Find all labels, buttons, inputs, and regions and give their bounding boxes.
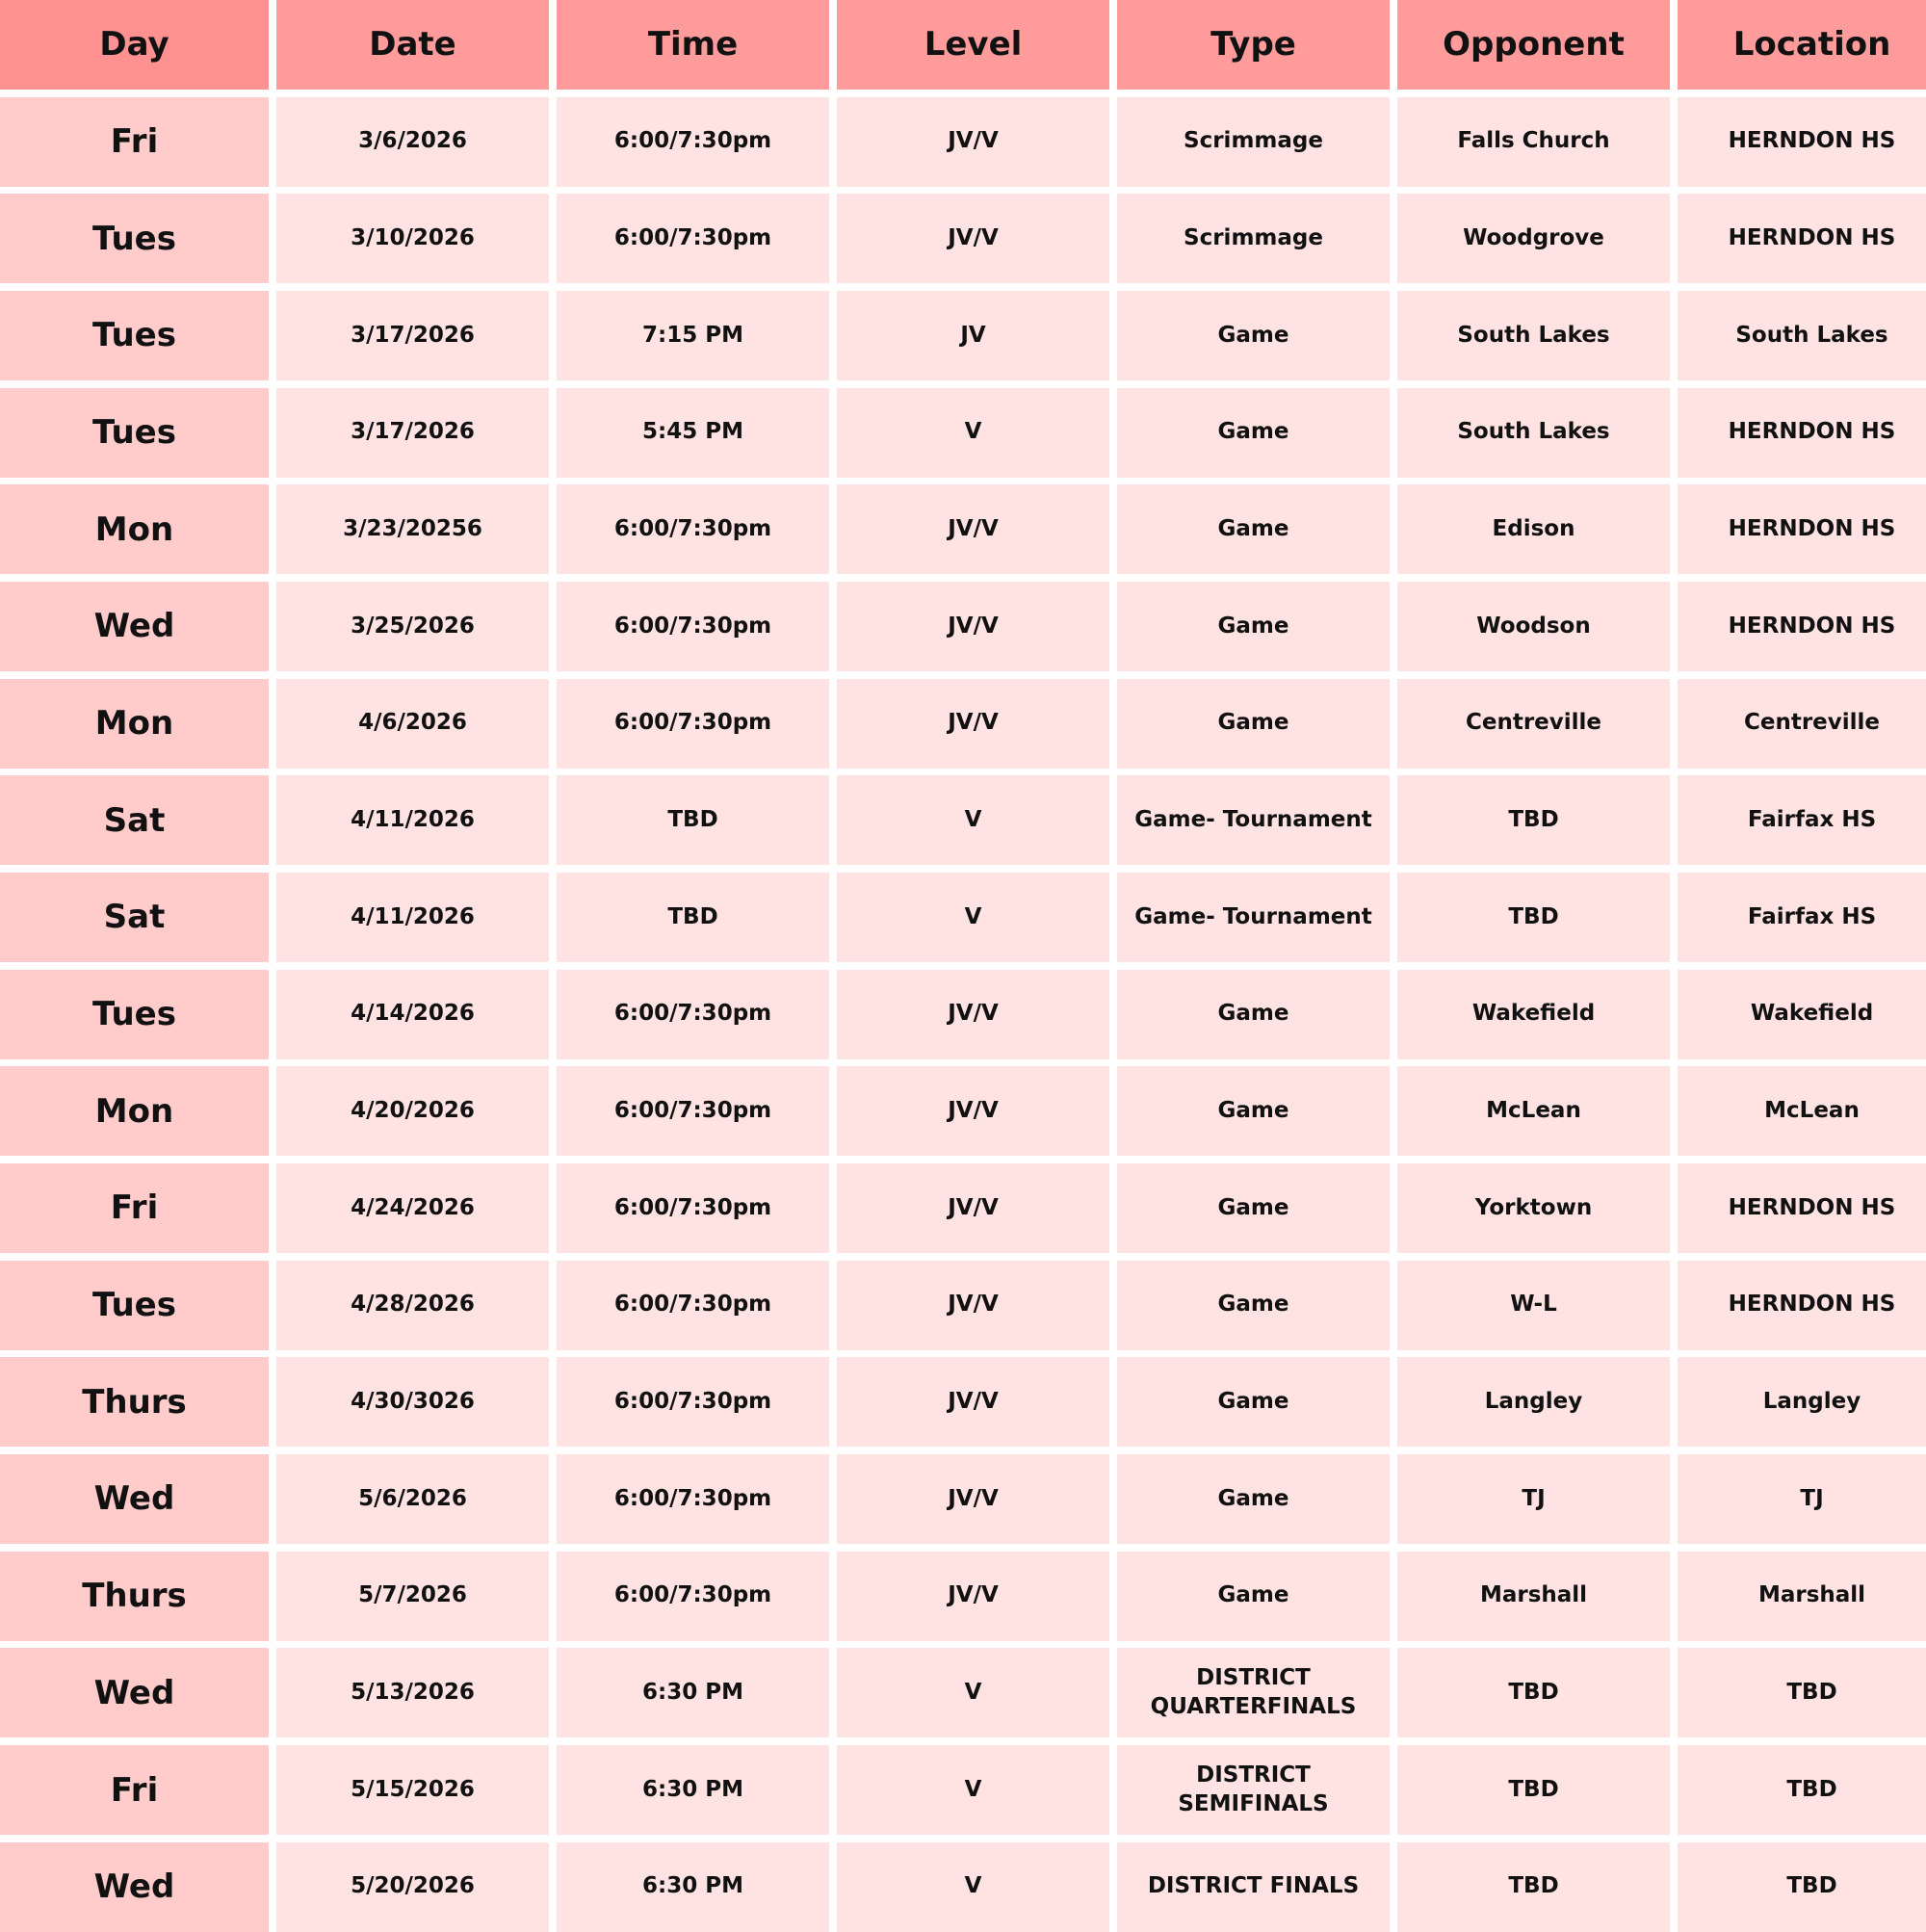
cell-day: Tues: [0, 194, 269, 283]
cell-day: Sat: [0, 775, 269, 865]
cell-level: JV/V: [837, 1261, 1109, 1350]
cell-time: TBD: [557, 775, 829, 865]
cell-date: 4/20/2026: [276, 1066, 549, 1156]
cell-day: Wed: [0, 1454, 269, 1544]
cell-date: 5/20/2026: [276, 1842, 549, 1932]
cell-day: Fri: [0, 1745, 269, 1835]
cell-location: TBD: [1678, 1842, 1926, 1932]
cell-type: Game: [1117, 1552, 1390, 1641]
cell-location: Wakefield: [1678, 970, 1926, 1059]
cell-date: 5/6/2026: [276, 1454, 549, 1544]
cell-day: Fri: [0, 1163, 269, 1253]
cell-time: 6:00/7:30pm: [557, 970, 829, 1059]
cell-type: Scrimmage: [1117, 194, 1390, 283]
cell-time: 6:30 PM: [557, 1842, 829, 1932]
cell-time: 6:00/7:30pm: [557, 1066, 829, 1156]
cell-time: 6:00/7:30pm: [557, 1261, 829, 1350]
cell-time: TBD: [557, 873, 829, 962]
cell-level: JV/V: [837, 679, 1109, 769]
cell-opponent: W-L: [1397, 1261, 1670, 1350]
header-opponent: Opponent: [1397, 0, 1670, 90]
cell-date: 3/17/2026: [276, 291, 549, 380]
cell-type: Game: [1117, 970, 1390, 1059]
cell-date: 4/14/2026: [276, 970, 549, 1059]
cell-opponent: Woodson: [1397, 582, 1670, 671]
cell-type: Game: [1117, 1261, 1390, 1350]
cell-day: Tues: [0, 970, 269, 1059]
cell-time: 6:30 PM: [557, 1648, 829, 1737]
cell-opponent: Langley: [1397, 1357, 1670, 1447]
cell-date: 4/11/2026: [276, 873, 549, 962]
cell-opponent: Centreville: [1397, 679, 1670, 769]
cell-time: 5:45 PM: [557, 388, 829, 478]
cell-location: Centreville: [1678, 679, 1926, 769]
cell-date: 3/25/2026: [276, 582, 549, 671]
cell-level: JV/V: [837, 1163, 1109, 1253]
cell-time: 6:00/7:30pm: [557, 1163, 829, 1253]
cell-type: Game: [1117, 1163, 1390, 1253]
cell-time: 6:00/7:30pm: [557, 582, 829, 671]
cell-opponent: TBD: [1397, 1745, 1670, 1835]
cell-location: TBD: [1678, 1648, 1926, 1737]
cell-opponent: TBD: [1397, 873, 1670, 962]
cell-day: Tues: [0, 388, 269, 478]
cell-date: 4/24/2026: [276, 1163, 549, 1253]
cell-day: Sat: [0, 873, 269, 962]
cell-date: 3/17/2026: [276, 388, 549, 478]
cell-date: 5/15/2026: [276, 1745, 549, 1835]
cell-level: JV/V: [837, 97, 1109, 187]
cell-opponent: South Lakes: [1397, 291, 1670, 380]
cell-time: 6:00/7:30pm: [557, 194, 829, 283]
cell-time: 6:00/7:30pm: [557, 1357, 829, 1447]
cell-type: Game: [1117, 484, 1390, 574]
cell-opponent: Falls Church: [1397, 97, 1670, 187]
cell-type: DISTRICT FINALS: [1117, 1842, 1390, 1932]
cell-level: JV/V: [837, 194, 1109, 283]
cell-day: Thurs: [0, 1357, 269, 1447]
cell-time: 6:00/7:30pm: [557, 679, 829, 769]
cell-location: HERNDON HS: [1678, 97, 1926, 187]
cell-level: V: [837, 873, 1109, 962]
header-date: Date: [276, 0, 549, 90]
cell-level: JV/V: [837, 1454, 1109, 1544]
cell-level: JV/V: [837, 582, 1109, 671]
cell-level: JV/V: [837, 484, 1109, 574]
cell-location: Marshall: [1678, 1552, 1926, 1641]
cell-type: Game: [1117, 1066, 1390, 1156]
cell-type: Scrimmage: [1117, 97, 1390, 187]
cell-day: Mon: [0, 1066, 269, 1156]
cell-level: V: [837, 1842, 1109, 1932]
cell-location: HERNDON HS: [1678, 388, 1926, 478]
cell-day: Tues: [0, 1261, 269, 1350]
cell-type: DISTRICT QUARTERFINALS: [1117, 1648, 1390, 1737]
cell-type: Game: [1117, 291, 1390, 380]
cell-location: Langley: [1678, 1357, 1926, 1447]
cell-location: Fairfax HS: [1678, 873, 1926, 962]
cell-day: Wed: [0, 582, 269, 671]
cell-location: Fairfax HS: [1678, 775, 1926, 865]
cell-level: JV/V: [837, 1552, 1109, 1641]
cell-opponent: McLean: [1397, 1066, 1670, 1156]
cell-opponent: TBD: [1397, 775, 1670, 865]
cell-location: HERNDON HS: [1678, 582, 1926, 671]
cell-date: 4/6/2026: [276, 679, 549, 769]
cell-opponent: South Lakes: [1397, 388, 1670, 478]
cell-location: HERNDON HS: [1678, 194, 1926, 283]
cell-level: JV/V: [837, 1357, 1109, 1447]
cell-time: 6:00/7:30pm: [557, 1454, 829, 1544]
cell-time: 6:00/7:30pm: [557, 1552, 829, 1641]
cell-location: TJ: [1678, 1454, 1926, 1544]
cell-type: Game- Tournament: [1117, 873, 1390, 962]
cell-location: South Lakes: [1678, 291, 1926, 380]
cell-opponent: TBD: [1397, 1648, 1670, 1737]
cell-level: V: [837, 775, 1109, 865]
cell-level: V: [837, 388, 1109, 478]
cell-type: DISTRICT SEMIFINALS: [1117, 1745, 1390, 1835]
header-day: Day: [0, 0, 269, 90]
cell-day: Tues: [0, 291, 269, 380]
cell-day: Wed: [0, 1842, 269, 1932]
cell-date: 3/23/20256: [276, 484, 549, 574]
cell-level: JV/V: [837, 970, 1109, 1059]
header-location: Location: [1678, 0, 1926, 90]
cell-day: Thurs: [0, 1552, 269, 1641]
cell-time: 6:00/7:30pm: [557, 484, 829, 574]
cell-date: 3/6/2026: [276, 97, 549, 187]
cell-level: JV: [837, 291, 1109, 380]
cell-opponent: Edison: [1397, 484, 1670, 574]
header-type: Type: [1117, 0, 1390, 90]
cell-location: HERNDON HS: [1678, 484, 1926, 574]
cell-level: JV/V: [837, 1066, 1109, 1156]
cell-opponent: Wakefield: [1397, 970, 1670, 1059]
cell-date: 4/28/2026: [276, 1261, 549, 1350]
cell-date: 4/30/3026: [276, 1357, 549, 1447]
cell-location: McLean: [1678, 1066, 1926, 1156]
cell-date: 3/10/2026: [276, 194, 549, 283]
header-time: Time: [557, 0, 829, 90]
cell-day: Wed: [0, 1648, 269, 1737]
cell-level: V: [837, 1648, 1109, 1737]
cell-day: Mon: [0, 484, 269, 574]
cell-location: HERNDON HS: [1678, 1261, 1926, 1350]
cell-type: Game: [1117, 388, 1390, 478]
cell-opponent: Woodgrove: [1397, 194, 1670, 283]
cell-date: 5/7/2026: [276, 1552, 549, 1641]
cell-opponent: TJ: [1397, 1454, 1670, 1544]
cell-day: Mon: [0, 679, 269, 769]
cell-date: 5/13/2026: [276, 1648, 549, 1737]
cell-opponent: Yorktown: [1397, 1163, 1670, 1253]
cell-level: V: [837, 1745, 1109, 1835]
cell-date: 4/11/2026: [276, 775, 549, 865]
cell-type: Game: [1117, 679, 1390, 769]
cell-type: Game- Tournament: [1117, 775, 1390, 865]
cell-type: Game: [1117, 1357, 1390, 1447]
cell-time: 6:30 PM: [557, 1745, 829, 1835]
cell-location: TBD: [1678, 1745, 1926, 1835]
cell-day: Fri: [0, 97, 269, 187]
cell-opponent: Marshall: [1397, 1552, 1670, 1641]
header-level: Level: [837, 0, 1109, 90]
cell-type: Game: [1117, 582, 1390, 671]
cell-opponent: TBD: [1397, 1842, 1670, 1932]
cell-time: 7:15 PM: [557, 291, 829, 380]
cell-time: 6:00/7:30pm: [557, 97, 829, 187]
cell-location: HERNDON HS: [1678, 1163, 1926, 1253]
cell-type: Game: [1117, 1454, 1390, 1544]
